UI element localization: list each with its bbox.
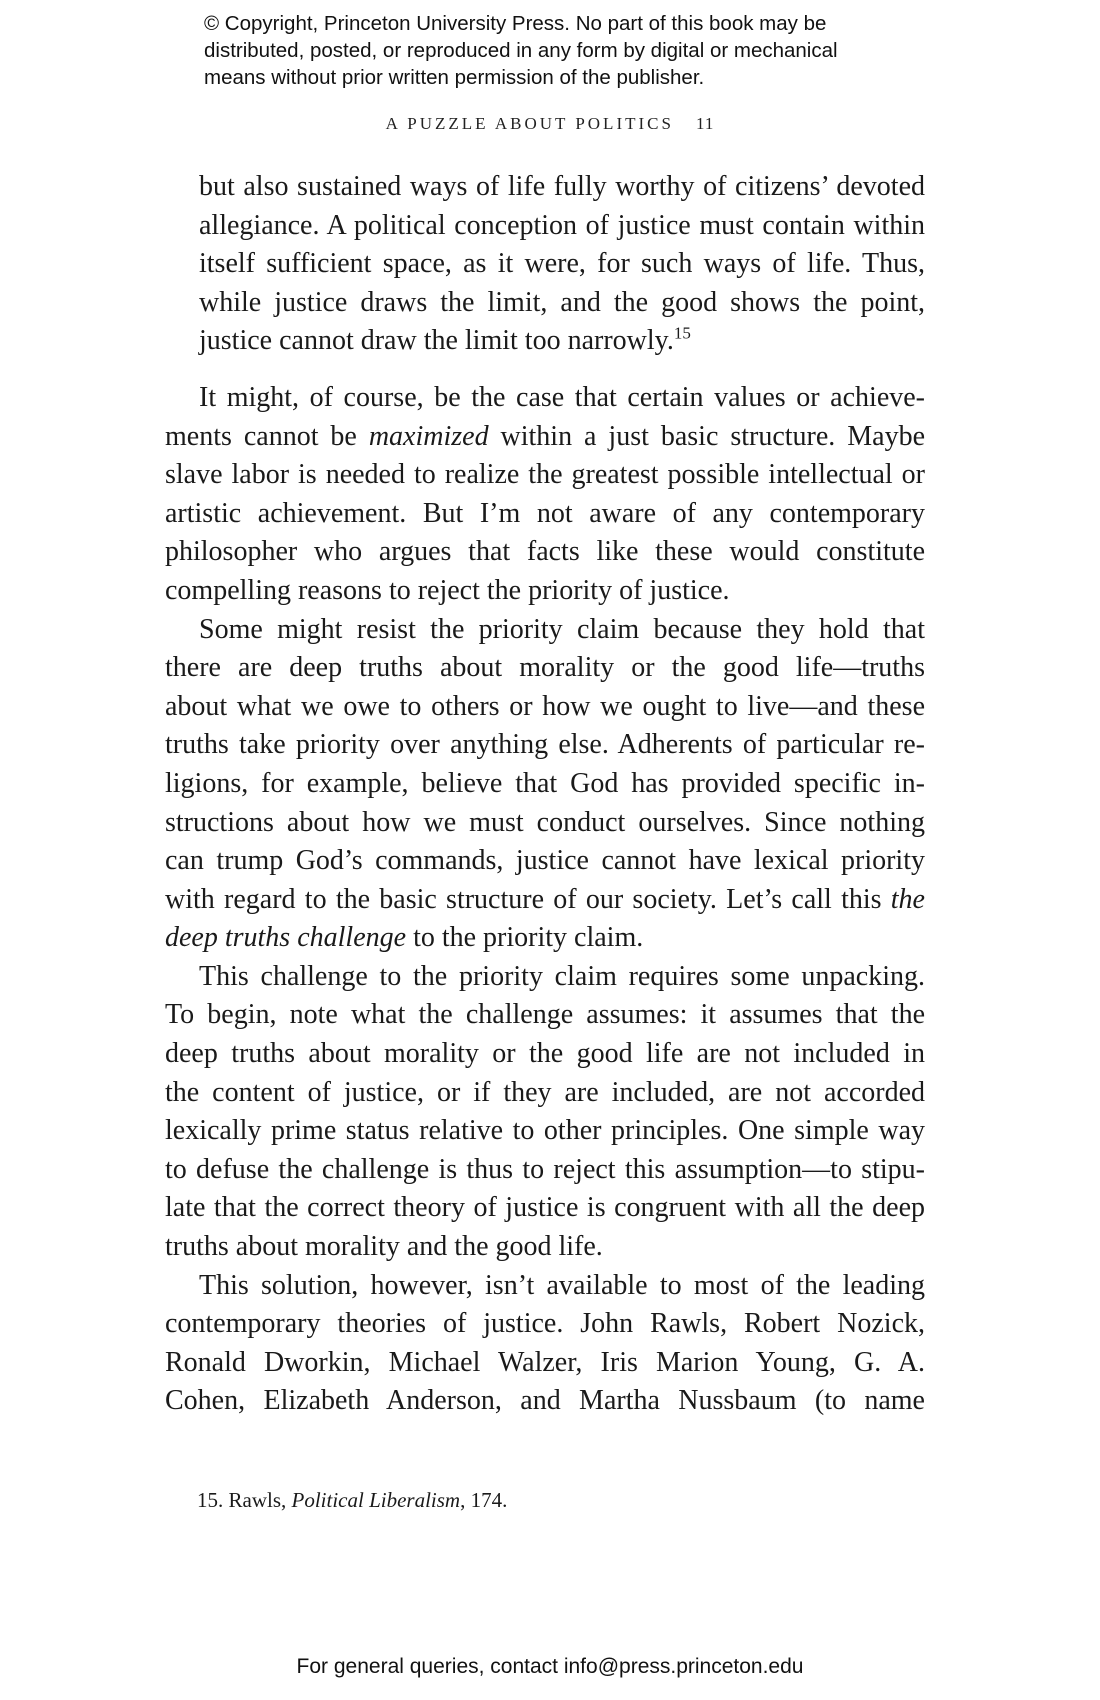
- text-line: ligions, for example, believe that God has provided specific in-: [165, 767, 925, 799]
- paragraph-2: [165, 611, 925, 958]
- text-line: Cohen, Elizabeth Anderson, and Martha Nussbaum (to name: [165, 1385, 925, 1417]
- text-line: [165, 418, 925, 457]
- text-span: to the priority claim.: [406, 922, 644, 954]
- footer-contact: For general queries, contact info@press.princeton.edu: [296, 1655, 804, 1678]
- paragraph-1: [165, 379, 925, 611]
- body-text: [165, 168, 925, 1421]
- text-line: truths about morality and the good life.: [165, 1231, 603, 1263]
- text-line: itself sufficient space, as it were, for such ways of life. Thus,: [199, 248, 925, 280]
- text-line: structions about how we must conduct ourselves. Since nothing: [165, 806, 925, 838]
- text-line: contemporary theories of justice. John Rawls, Robert Nozick,: [165, 1308, 925, 1340]
- text-line: to defuse the challenge is thus to reject this assumption—to stipu-: [165, 1153, 925, 1185]
- text-line: [165, 881, 925, 920]
- page-number: 11: [695, 114, 715, 133]
- text-line: the content of justice, or if they are included, are not accorded: [165, 1076, 925, 1108]
- text-line: Ronald Dworkin, Michael Walzer, Iris Marion Young, G. A.: [165, 1346, 925, 1378]
- emphasis: deep truths challenge: [165, 922, 407, 954]
- text-span: justice cannot draw the limit too narrowly.: [199, 325, 674, 357]
- text-line: while justice draws the limit, and the good shows the point,: [199, 286, 925, 318]
- paragraph-4: [165, 1267, 925, 1421]
- copyright-line: means without prior written permission of the publisher.: [204, 66, 705, 89]
- emphasis: the: [890, 883, 925, 915]
- block-quote: [165, 168, 925, 361]
- footnote-text: , 174.: [460, 1488, 508, 1512]
- text-line: It might, of course, be the case that certain values or achieve-: [199, 381, 925, 413]
- text-line: artistic achievement. But I’m not aware of any contemporary: [165, 497, 925, 529]
- copyright-notice: [204, 10, 924, 91]
- text-line: can trump God’s commands, justice cannot have lexical priority: [165, 845, 925, 877]
- copyright-line: distributed, posted, or reproduced in any form by digital or mechanical: [204, 39, 838, 62]
- text-line: To begin, note what the challenge assumes: it assumes that the: [165, 999, 925, 1031]
- text-line: Some might resist the priority claim because they hold that: [199, 613, 925, 645]
- text-line: but also sustained ways of life fully worthy of citizens’ devoted: [199, 171, 925, 202]
- text-line: slave labor is needed to realize the greatest possible intellectual or: [165, 459, 925, 491]
- text-line: This solution, however, isn’t available to most of the leading: [199, 1269, 925, 1301]
- text-line: philosopher who argues that facts like these would constitute: [165, 536, 925, 568]
- text-line: lexically prime status relative to other principles. One simple way: [165, 1115, 925, 1147]
- copyright-line: © Copyright, Princeton University Press. No part of this book may be: [204, 12, 827, 35]
- footnote: [197, 1488, 507, 1513]
- text-span: ments cannot be: [165, 420, 369, 452]
- paragraph-3: [165, 958, 925, 1267]
- emphasis: maximized: [368, 420, 489, 452]
- text-span: with regard to the basic structure of our society. Let’s call this: [165, 883, 891, 915]
- text-line: compelling reasons to reject the priority of justice.: [165, 574, 730, 606]
- book-title: Political Liberalism: [291, 1488, 461, 1512]
- text-line: about what we owe to others or how we ought to live—and these: [165, 690, 925, 722]
- text-line: late that the correct theory of justice is congruent with all the deep: [165, 1192, 925, 1224]
- text-line: [165, 919, 925, 958]
- text-line: there are deep truths about morality or the good life—truths: [165, 652, 925, 684]
- running-head: [0, 114, 1100, 134]
- text-line: truths take priority over anything else. Adherents of particular re-: [165, 729, 925, 761]
- text-line: allegiance. A political conception of justice must contain within: [199, 209, 925, 241]
- text-line: deep truths about morality or the good life are not included in: [165, 1038, 925, 1070]
- running-head-title: A PUZZLE ABOUT POLITICS: [385, 114, 674, 133]
- text-span: within a just basic structure. Maybe: [488, 420, 925, 452]
- text-line: [199, 322, 925, 361]
- text-line: This challenge to the priority claim requires some unpacking.: [199, 960, 925, 992]
- footnote-text: 15. Rawls,: [197, 1488, 292, 1512]
- footnote-reference: 15: [673, 324, 691, 344]
